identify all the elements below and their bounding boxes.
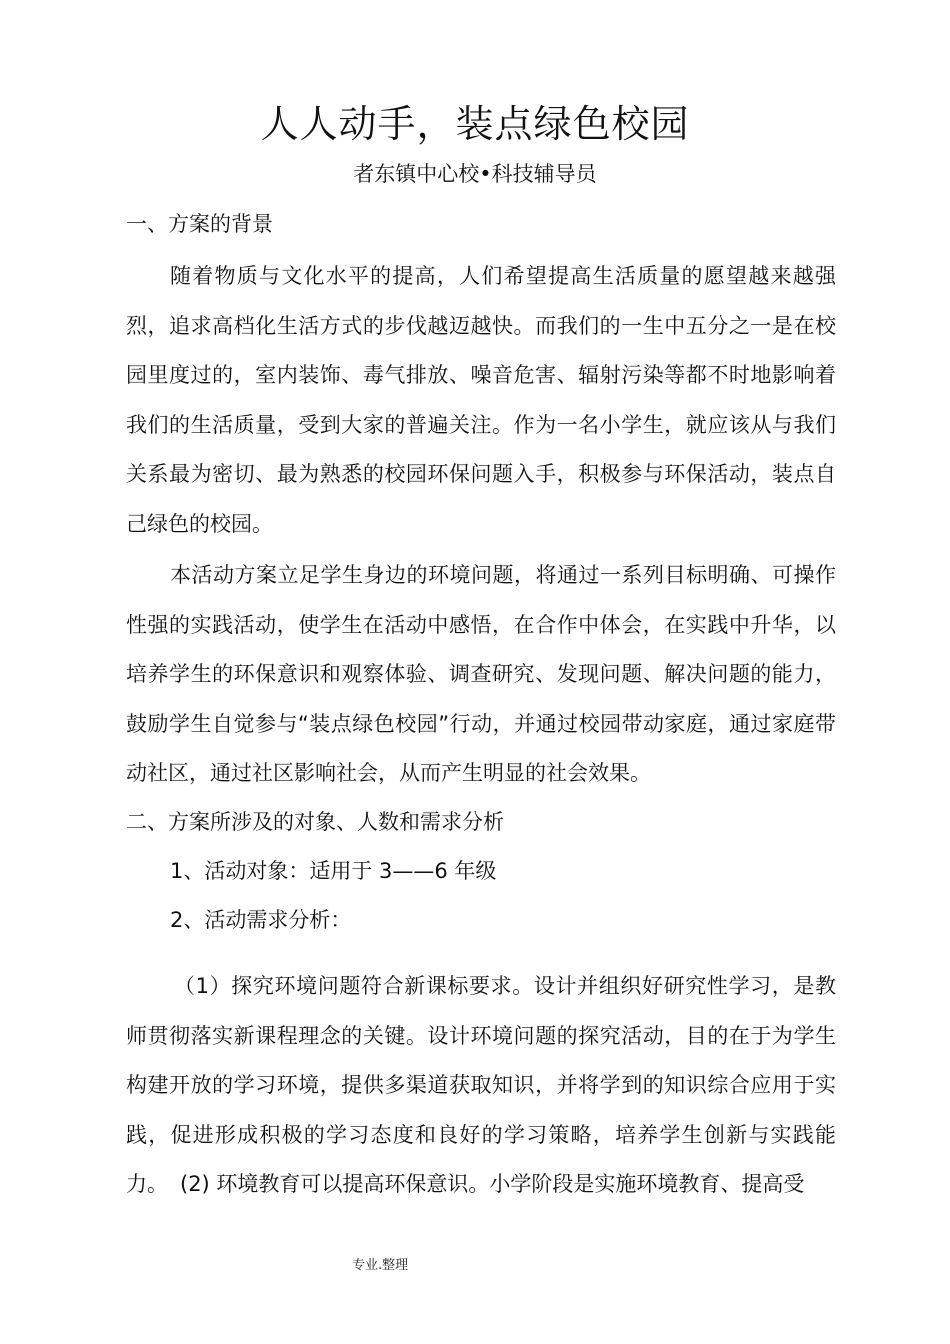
document-title: 人人动手，装点绿色校园 [260, 102, 690, 146]
paragraph-analysis-1: （1）探究环境问题符合新课标要求。设计并组织好研究性学习，是教师贯彻落实新课程理念的关键。设计环境问题的探究活动，目的在于为学生构建开放的学习环境，提供多渠道获取知识，并将学到的知识综合应用于实践，促进形成积极的学习态度和良好的学习策略，培养学生创新与实践能力。 [126, 974, 836, 1196]
list-item-target: 1、活动对象：适用于 3——6 年级 [170, 859, 497, 883]
list-item-needs: 2、活动需求分析： [170, 908, 352, 932]
paragraph-analysis-2: (2) 环境教育可以提高环保意识。小学阶段是实施环境教育、提高受 [180, 1172, 805, 1196]
section-heading-analysis: 二、方案所涉及的对象、人数和需求分析 [126, 810, 504, 834]
document-subtitle: 者东镇中心校•科技辅导员 [353, 162, 597, 186]
section-heading-background: 一、方案的背景 [126, 212, 273, 236]
paragraph-background-2: 本活动方案立足学生身边的环境问题，将通过一系列目标明确、可操作性强的实践活动，使学生在活动中感悟，在合作中体会，在实践中升华，以培养学生的环保意识和观察体验、调查研究、发现问题、解决问题的能力，鼓励学生自觉参与“装点绿色校园”行动，并通过校园带动家庭，通过家庭带动社区，通过社区影响社会，从而产生明显的社会效果。 [126, 563, 836, 785]
paragraph-background-1: 随着物质与文化水平的提高，人们希望提高生活质量的愿望越来越强烈，追求高档化生活方式的步伐越迈越快。而我们的一生中五分之一是在校园里度过的，室内装饰、毒气排放、噪音危害、辐射污染等都不时地影响着我们的生活质量，受到大家的普遍关注。作为一名小学生，就应该从与我们关系最为密切、最为熟悉的校园环保问题入手，积极参与环保活动，装点自己绿色的校园。 [126, 264, 836, 536]
page-footer: 专业.整理 [352, 1258, 409, 1273]
